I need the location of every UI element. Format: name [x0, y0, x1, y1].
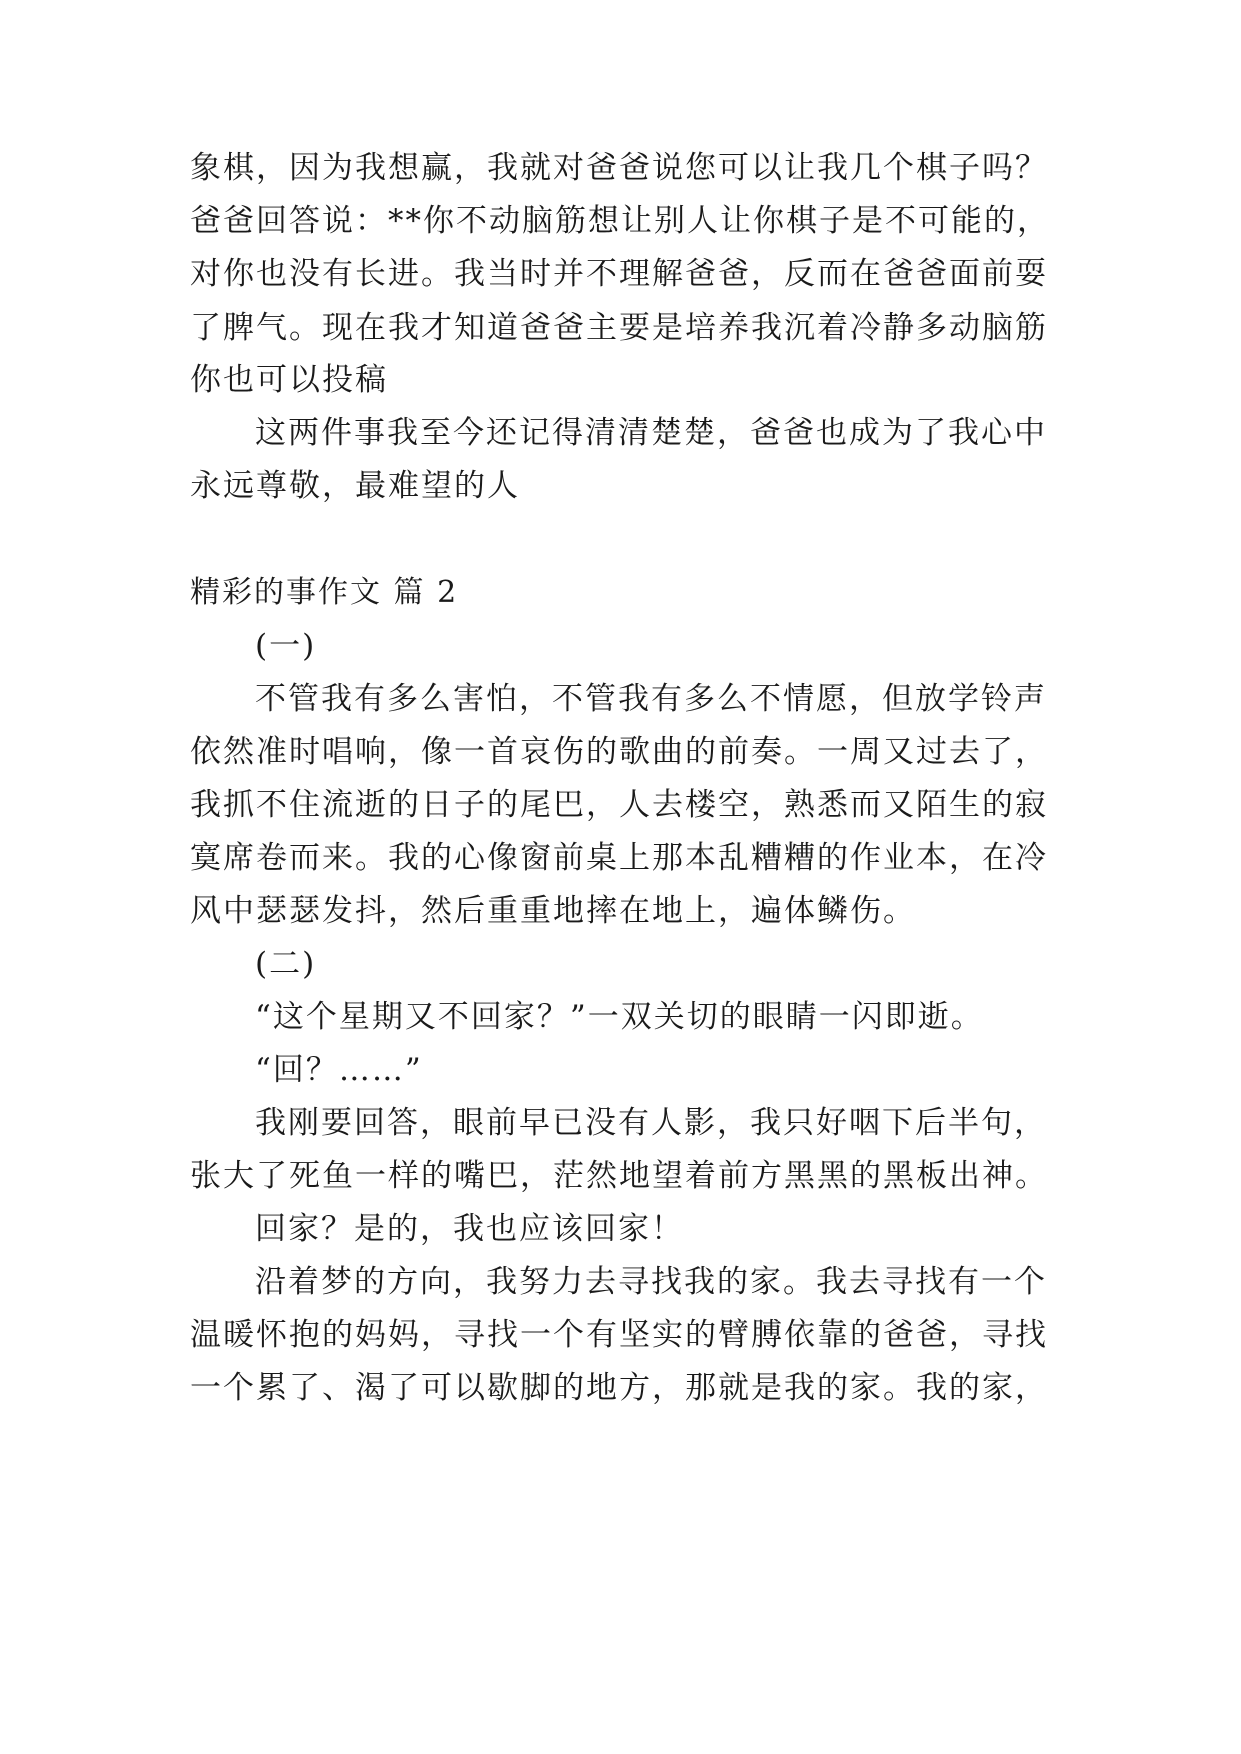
text-line: 了脾气。现在我才知道爸爸主要是培养我沉着冷静多动脑筋 — [190, 310, 1048, 346]
text-line: 寞席卷而来。我的心像窗前桌上那本乱糟糟的作业本，在冷 — [190, 840, 1048, 876]
text-line: 沿着梦的方向，我努力去寻找我的家。我去寻找有一个 — [255, 1264, 1047, 1300]
text-line: 回家？是的，我也应该回家！ — [255, 1211, 684, 1247]
text-line: 象棋，因为我想赢，我就对爸爸说您可以让我几个棋子吗？ — [190, 150, 1048, 186]
text-line: 一个累了、渴了可以歇脚的地方，那就是我的家。我的家， — [190, 1370, 1048, 1406]
text-line: 这两件事我至今还记得清清楚楚，爸爸也成为了我心中 — [255, 415, 1047, 451]
text-line: 我刚要回答，眼前早已没有人影，我只好咽下后半句， — [255, 1105, 1047, 1141]
text-line: 对你也没有长进。我当时并不理解爸爸，反而在爸爸面前耍 — [190, 256, 1048, 292]
subsection-marker: (一) — [255, 628, 317, 664]
text-line: 爸爸回答说：**你不动脑筋想让别人让你棋子是不可能的， — [190, 203, 1050, 239]
text-line: 依然准时唱响，像一首哀伤的歌曲的前奏。一周又过去了， — [190, 734, 1048, 770]
section-heading: 精彩的事作文 篇 2 — [190, 575, 459, 610]
text-line: 不管我有多么害怕，不管我有多么不情愿，但放学铃声 — [255, 681, 1047, 717]
subsection-marker: (二) — [255, 946, 317, 982]
text-line: 温暖怀抱的妈妈，寻找一个有坚实的臂膊依靠的爸爸，寻找 — [190, 1317, 1048, 1353]
text-line: 你也可以投稿 — [190, 362, 388, 398]
text-line: “回？……” — [255, 1052, 423, 1088]
text-line: 张大了死鱼一样的嘴巴，茫然地望着前方黑黑的黑板出神。 — [190, 1158, 1048, 1194]
text-line: 永远尊敬，最难望的人 — [190, 468, 520, 504]
text-line: “这个星期又不回家？”一双关切的眼睛一闪即逝。 — [255, 999, 984, 1035]
text-line: 我抓不住流逝的日子的尾巴，人去楼空，熟悉而又陌生的寂 — [190, 787, 1048, 823]
text-line: 风中瑟瑟发抖，然后重重地摔在地上，遍体鳞伤。 — [190, 893, 916, 929]
